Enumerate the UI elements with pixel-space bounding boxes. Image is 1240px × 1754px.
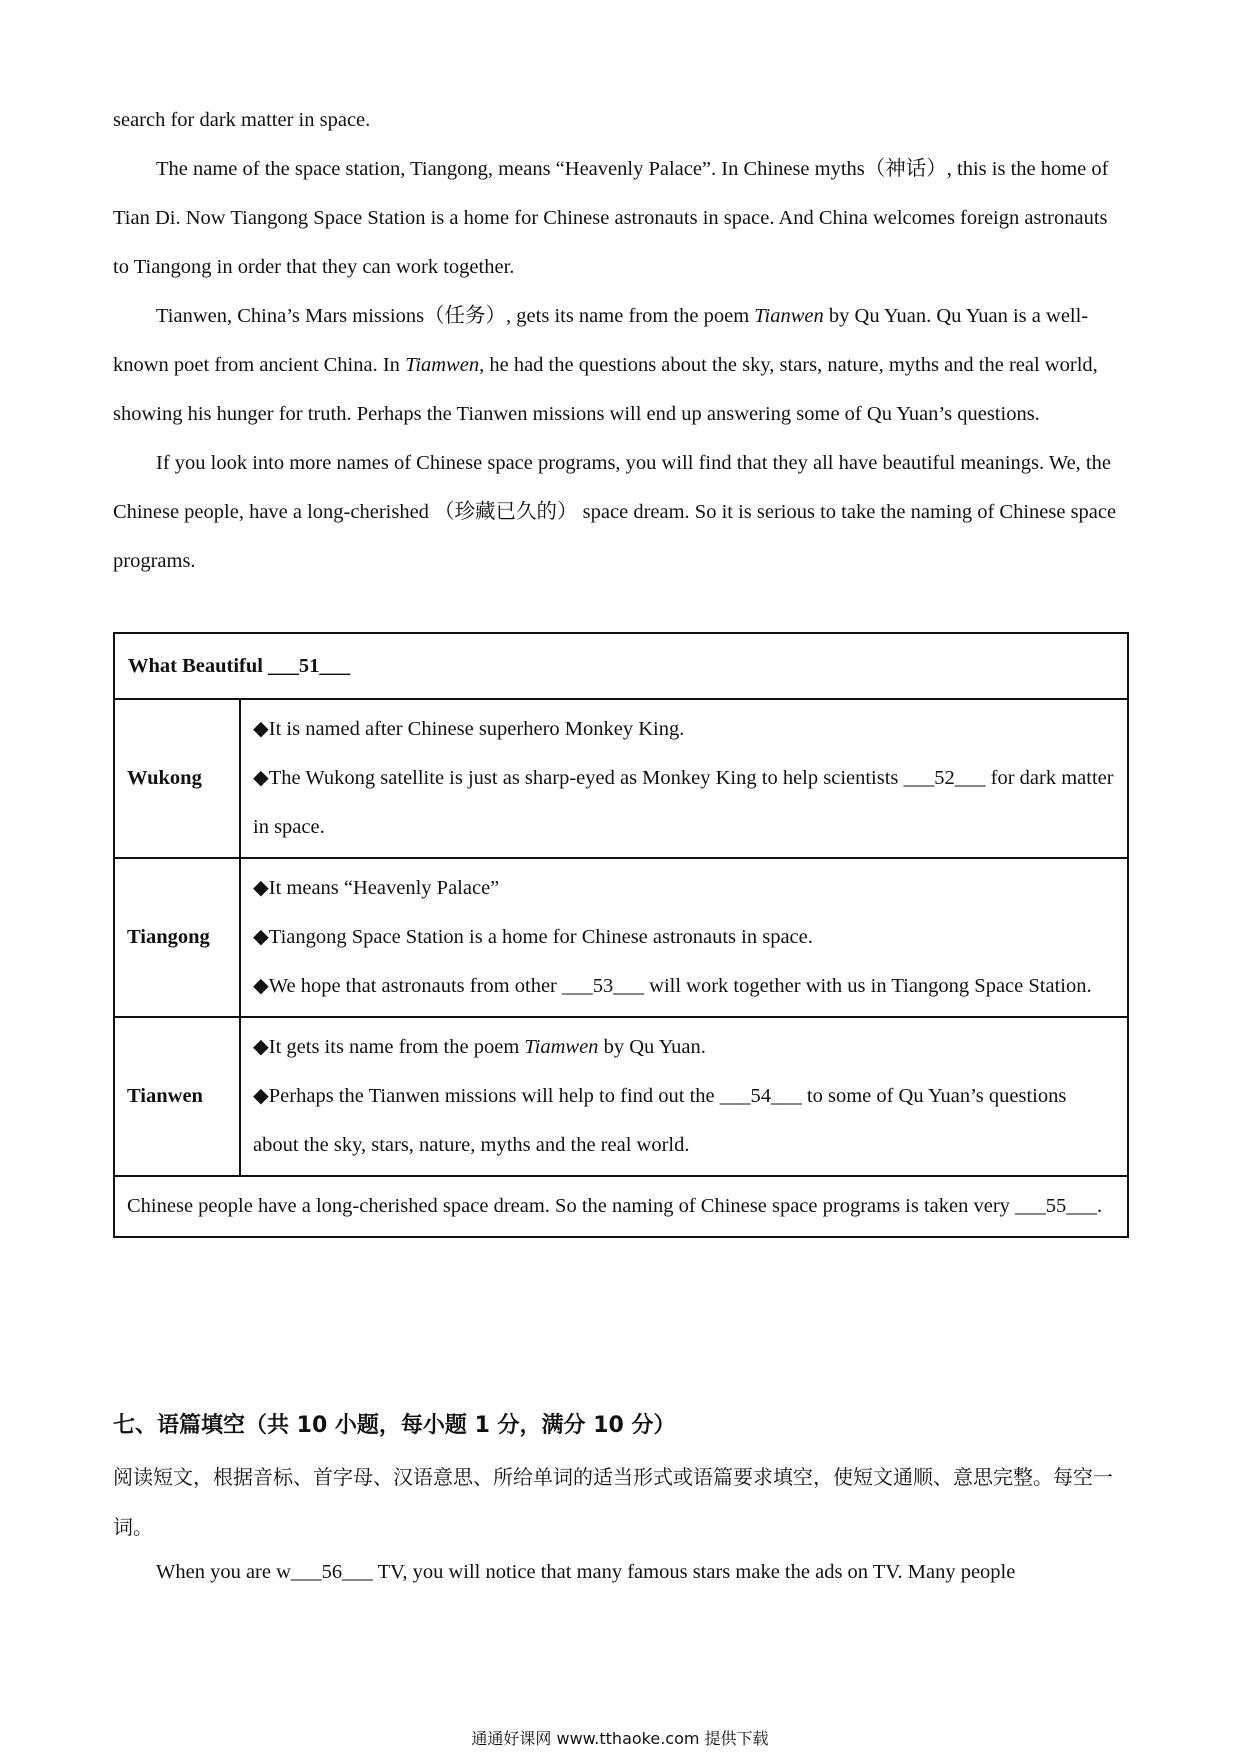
table-row — [114, 858, 1128, 1017]
blank-51: ___51___ — [268, 654, 351, 677]
table-header-cell: What Beautiful ___51___ — [114, 633, 1128, 699]
poem-title: Tiamwen — [524, 1036, 599, 1058]
passage — [113, 96, 1125, 586]
passage-line: When you are w___56___ TV, you will notice that many famous stars make the ads on TV. Many people — [156, 1561, 1016, 1583]
passage-paragraph: Tianwen, China’s Mars missions（任务）, gets its name from the poem Tianwen by Qu Yuan. Qu Yuan is a well-known poet from ancient China. In Tiamwen, he had the questions about the sky, stars, nature, myths and the real world, showing his hunger for truth. Perhaps the Tianwen missions will end up answering some of Qu Yuan’s questions. — [113, 305, 1098, 425]
row-label: Tiangong — [114, 858, 240, 1017]
passage-line: search for dark matter in space. — [113, 109, 371, 131]
passage-paragraph: The name of the space station, Tiangong, means “Heavenly Palace”. In Chinese myths（神话）, this is the home of Tian Di. Now Tiangong Space Station is a home for Chinese astronauts in space. And China welcomes foreign astronauts to Tiangong in order that they can work together. — [113, 158, 1109, 278]
blank-56: ___56___ — [290, 1561, 373, 1583]
blank-54: ___54___ — [719, 1085, 802, 1107]
row-content: ◆It means “Heavenly Palace” ◆Tiangong Space Station is a home for Chinese astronauts in space. ◆We hope that astronauts from other ___53___ will work together with us in Tiangong Space Station. — [240, 858, 1128, 1017]
blank-53: ___53___ — [562, 975, 645, 997]
row-content: ◆It is named after Chinese superhero Monkey King. ◆The Wukong satellite is just as sharp-eyed as Monkey King to help scientists ___52___ for dark matter in space. — [240, 699, 1128, 858]
poem-title: Tianwen — [754, 305, 824, 327]
row-label: Tianwen — [114, 1017, 240, 1176]
blank-55: ___55___ — [1015, 1195, 1098, 1217]
table-footer-row — [114, 1176, 1128, 1237]
row-label: Wukong — [114, 699, 240, 858]
table-footer-cell: Chinese people have a long-cherished space dream. So the naming of Chinese space programs is taken very ___55___. — [114, 1176, 1128, 1237]
poem-title: Tiamwen — [405, 354, 480, 376]
section-instructions: 阅读短文，根据音标、首字母、汉语意思、所给单词的适当形式或语篇要求填空，使短文通顺、意思完整。每空一词。 — [113, 1465, 1113, 1539]
row-content: ◆It gets its name from the poem Tiamwen by Qu Yuan. ◆Perhaps the Tianwen missions will help to find out the ___54___ to some of Qu Yuan’s questions about the sky, stars, nature, myths and the real world. — [240, 1017, 1128, 1176]
blank-52: ___52___ — [903, 767, 986, 789]
page-footer: 通通好课网 www.tthaoke.com 提供下载 — [471, 1729, 769, 1748]
table-header-row — [114, 633, 1128, 699]
summary-table — [113, 632, 1129, 1238]
passage-paragraph: If you look into more names of Chinese space programs, you will find that they all have beautiful meanings. We, the Chinese people, have a long-cherished （珍藏已久的） space dream. So it is serious to take the naming of Chinese space programs. — [113, 452, 1117, 572]
table-row — [114, 1017, 1128, 1176]
section-title: 七、语篇填空（共 10 小题，每小题 1 分，满分 10 分） — [113, 1413, 676, 1438]
table-row — [114, 699, 1128, 858]
